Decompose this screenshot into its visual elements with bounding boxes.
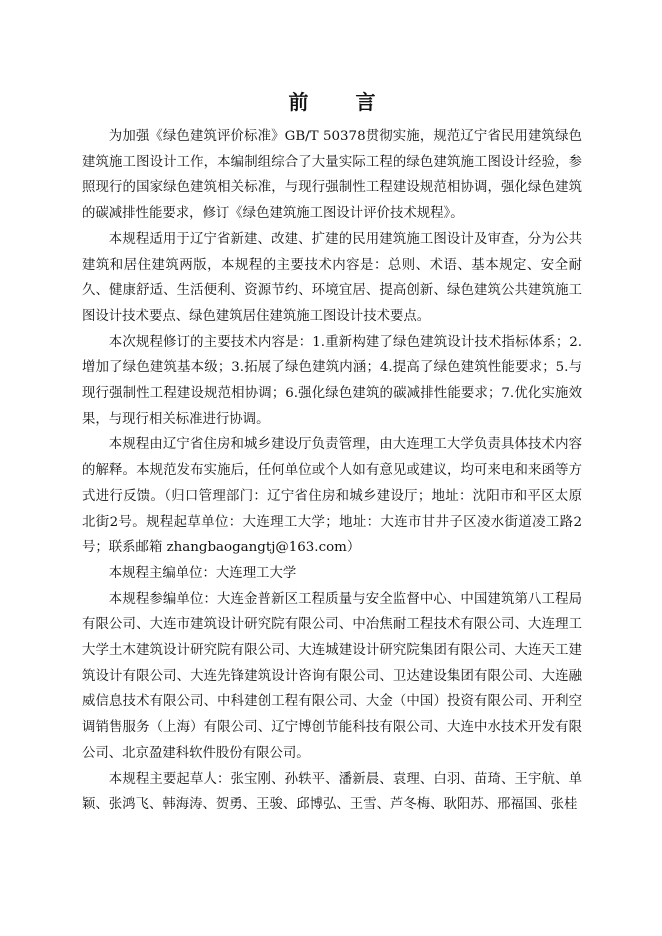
page-title: 前 言 <box>288 90 396 114</box>
paragraph-drafters: 本规程主要起草人：张宝刚、孙轶平、潘新晨、袁理、白羽、苗琦、王宇航、单颖、张鸿飞、韩海涛、贺勇、王骏、邱博弘、王雪、芦冬梅、耿阳苏、邢福国、张桂 <box>82 771 582 813</box>
paragraph-purpose: 为加强《绿色建筑评价标准》GB/T 50378贯彻实施，规范辽宁省民用建筑绿色建筑施工图设计工作，本编制组综合了大量实际工程的绿色建筑施工图设计经验，参照现行的国家绿色建筑相关标准，与现行强制性工程建设规范相协调，强化绿色建筑的碳减排性能要求，修订《绿色建筑施工图设计评价技术规程》。 <box>82 129 582 222</box>
paragraph-chief-editor: 本规程主编单位：大连理工大学 <box>108 565 297 581</box>
paragraph-management: 本规程由辽宁省住房和城乡建设厅负责管理，由大连理工大学负责具体技术内容的解释。本规范发布实施后，任何单位或个人如有意见或建议，均可来电和来函等方式进行反馈。（归口管理部门：辽宁省住房和城乡建设厅；地址：沈阳市和平区太原北街2号。规程起草单位：大连理工大学；地址：大连市甘井子区凌水街道凌工路2号；联系邮箱 zhangbaogangtj@163.com） <box>82 437 582 556</box>
paragraph-revisions: 本次规程修订的主要技术内容是：1.重新构建了绿色建筑设计技术指标体系；2.增加了绿色建筑基本级；3.拓展了绿色建筑内涵；4.提高了绿色建筑性能要求；5.与现行强制性工程建设规范相协调；6.强化绿色建筑的碳减排性能要求；7.优化实施效果，与现行相关标准进行协调。 <box>82 334 582 427</box>
paragraph-scope: 本规程适用于辽宁省新建、改建、扩建的民用建筑施工图设计及审查，分为公共建筑和居住建筑两版，本规程的主要技术内容是：总则、术语、基本规定、安全耐久、健康舒适、生活便利、资源节约、环境宜居、提高创新、绿色建筑公共建筑施工图设计技术要点、绿色建筑居住建筑施工图设计技术要点。 <box>82 231 582 324</box>
paragraph-participants: 本规程参编单位：大连金普新区工程质量与安全监督中心、中国建筑第八工程局有限公司、大连市建筑设计研究院有限公司、中冶焦耐工程技术有限公司、大连理工大学土木建筑设计研究院有限公司、大连城建设计研究院集团有限公司、大连天工建筑设计有限公司、大连先锋建筑设计咨询有限公司、卫达建设集团有限公司、大连融威信息技术有限公司、中科建创工程有限公司、大金（中国）投资有限公司、开利空调销售服务（上海）有限公司、辽宁博创节能科技有限公司、大连中水技术开发有限公司、北京盈建科软件股份有限公司。 <box>82 591 582 761</box>
preface-page <box>82 88 582 818</box>
